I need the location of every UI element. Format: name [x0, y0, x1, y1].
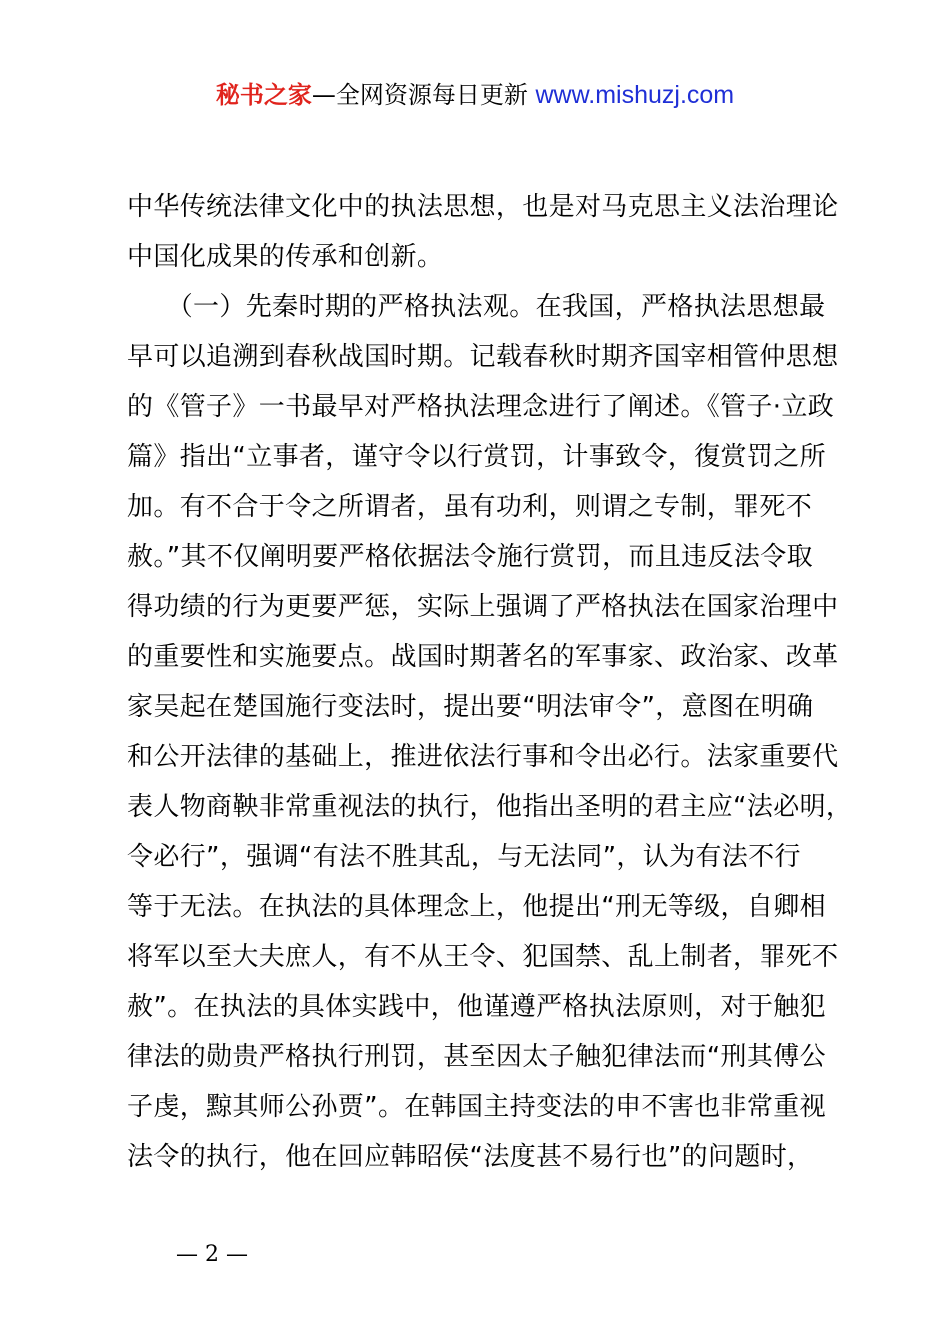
text-line: 和公开法律的基础上，推进依法行事和令出必行。法家重要代 — [127, 742, 839, 772]
text-line: （一）先秦时期的严格执法观。在我国，严格执法思想最 — [127, 292, 826, 322]
text-line: 中华传统法律文化中的执法思想，也是对马克思主义法治理论 — [127, 192, 839, 222]
text-line: 赦”。在执法的具体实践中，他谨遵严格执法原则，对于触犯 — [127, 992, 826, 1022]
text-line: 得功绩的行为更要严惩，实际上强调了严格执法在国家治理中 — [127, 592, 839, 622]
document-body — [127, 182, 853, 1182]
text-line: 子虔，黥其师公孙贾”。在韩国主持变法的申不害也非常重视 — [127, 1092, 826, 1122]
page-number: — 2 — — [176, 1242, 248, 1267]
text-line: 的《管子》一书最早对严格执法理念进行了阐述。《管子·立政 — [127, 392, 835, 422]
text-line: 加。有不合于令之所谓者，虽有功利，则谓之专制，罪死不 — [127, 492, 813, 522]
brand-name: 秘书之家 — [215, 81, 312, 109]
text-line: 法令的执行，他在回应韩昭侯“法度甚不易行也”的问题时， — [127, 1142, 814, 1172]
site-header — [0, 78, 950, 112]
text-line: 中国化成果的传承和创新。 — [127, 242, 444, 272]
text-line: 令必行”，强调“有法不胜其乱，与无法同”，认为有法不行 — [127, 842, 801, 872]
header-tagline: —全网资源每日更新 — [311, 81, 536, 109]
text-line: 赦。”其不仅阐明要严格依据法令施行赏罚，而且违反法令取 — [127, 542, 813, 572]
text-line: 表人物商鞅非常重视法的执行，他指出圣明的君主应“法必明， — [127, 792, 853, 822]
text-line: 律法的勋贵严格执行刑罚，甚至因太子触犯律法而“刑其傅公 — [127, 1042, 826, 1072]
site-url-link[interactable]: www.mishuzj.com — [535, 81, 735, 109]
text-line: 将军以至大夫庶人，有不从王令、犯国禁、乱上制者，罪死不 — [127, 942, 839, 972]
text-line: 的重要性和实施要点。战国时期著名的军事家、政治家、改革 — [127, 642, 839, 672]
text-line: 早可以追溯到春秋战国时期。记载春秋时期齐国宰相管仲思想 — [127, 342, 839, 372]
text-line: 等于无法。在执法的具体理念上，他提出“刑无等级，自卿相 — [127, 892, 826, 922]
text-line: 家吴起在楚国施行变法时，提出要“明法审令”，意图在明确 — [127, 692, 814, 722]
text-line: 篇》指出“立事者，谨守令以行赏罚，计事致令，復赏罚之所 — [127, 442, 826, 472]
